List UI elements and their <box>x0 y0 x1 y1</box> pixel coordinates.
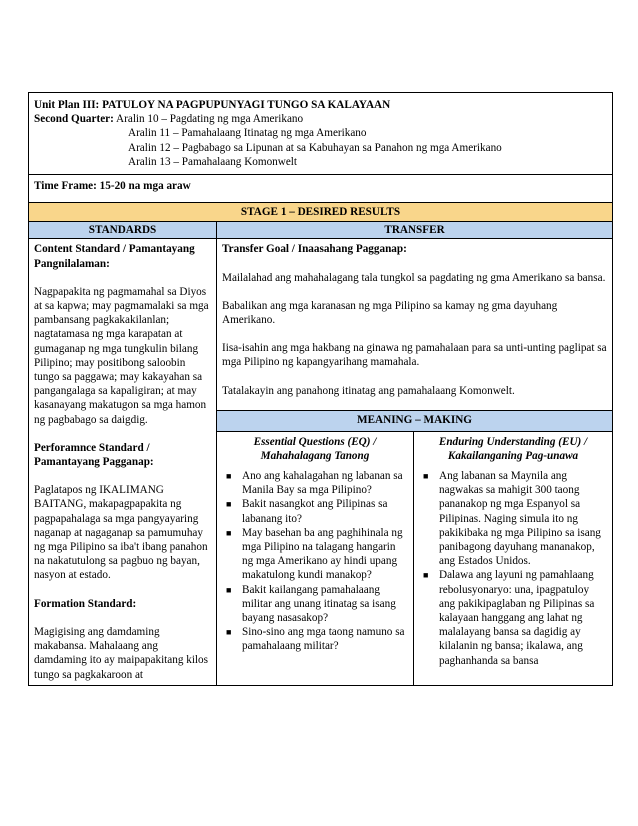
lesson-item: Aralin 11 – Pamahalaang Itinatag ng mga Amerikano <box>128 127 367 140</box>
time-frame-row <box>29 175 613 203</box>
quarter-label: Second Quarter: <box>34 113 114 126</box>
list-item: ■ Bakit kailangang pamahalaang militar ang unang itinatag sa isang bayang nasasakop? <box>226 583 396 624</box>
standards-cell <box>29 239 217 685</box>
unit-plan-table <box>28 92 613 686</box>
stage-header: STAGE 1 – DESIRED RESULTS <box>29 203 613 222</box>
unit-plan-document <box>28 92 612 686</box>
transfer-header: TRANSFER <box>217 222 613 239</box>
essential-questions-list <box>222 469 408 654</box>
formation-standard-heading: Formation Standard: <box>34 597 137 610</box>
essential-questions-heading: Essential Questions (EQ) / Mahahalagang Tanong <box>253 435 377 462</box>
performance-standard-heading: Perforamnce Standard / Pamantayang Pagganap: <box>34 441 154 469</box>
list-item: ■ Bakit nasangkot ang Pilipinas sa labanang ito? <box>226 498 388 525</box>
content-row <box>29 239 613 411</box>
content-standard-heading: Content Standard / Pamantayang Pangnilalaman: <box>34 243 195 270</box>
transfer-goal-heading: Transfer Goal / Inaasahang Pagganap: <box>222 243 407 256</box>
quarter-line <box>34 112 607 126</box>
transfer-goal-item: Iisa-isahin ang mga hakbang na ginawa ng pamahalaan para sa unti-unting paglipat sa mga Pilipino ng kapangyarihang mamahala. <box>222 342 607 369</box>
enduring-understanding-cell <box>414 431 613 685</box>
list-item: ■ Ano ang kahalagahan ng labanan sa Manila Bay sa mga Pilipino? <box>226 469 403 497</box>
meaning-making-header: MEANING – MAKING <box>217 411 613 431</box>
enduring-understanding-heading: Enduring Understanding (EU) / Kakailanganing Pag-unawa <box>438 435 588 462</box>
list-item: ■ May basehan ba ang paghihinala ng mga Pilipino na talagang hangarin ng mga Amerikano ay hindi upang makatulong kundi manakop? <box>226 526 403 582</box>
bullet-icon: ■ <box>226 627 232 638</box>
time-frame: Time Frame: 15-20 na mga araw <box>29 175 613 203</box>
bullet-icon: ■ <box>423 470 429 481</box>
lesson-item: Aralin 12 – Pagbabago sa Lipunan at sa Kabuhayan sa Panahon ng mga Amerikano <box>128 141 502 154</box>
bullet-icon: ■ <box>423 570 429 581</box>
stage-header-row <box>29 203 613 222</box>
bullet-icon: ■ <box>226 527 232 538</box>
transfer-goal-item: Babalikan ang mga karanasan ng mga Pilipino sa kamay ng gma dayuhang Amerikano. <box>222 299 558 327</box>
performance-standard-text: Paglatapos ng IKALIMANG BAITANG, makapagpapakita ng pagpapahalaga sa mga pangyayaring naganap at nagaganap sa pamumuhay ng mga Pilipino sa iba't ibang panahon na nakatutulong sa pagbuo ng bayan, nasyon at estado. <box>34 484 208 582</box>
list-item: ■ Dalawa ang layuni ng pamahlaang rebolusyonaryo: una, ipagpatuloy ang pakikipaglaban ng Pilipinas sa kalayaan hanggang ang lahat ng malalayang bansa sa dagidig ay kilalanin ng bansa; ikalawa, ang paghanhanda sa bansa <box>423 569 595 667</box>
bullet-icon: ■ <box>226 584 232 595</box>
enduring-understanding-list <box>419 469 607 668</box>
list-item: ■ Ang labanan sa Maynila ang nagwakas sa mahigit 300 taong pananakop ng mga Espanyol sa Pilipinas. Naging simula ito ng pakikibaka ng mga Pilipino sa isang panibagong dayuhang mananakop, ang Estados Unidos. <box>423 469 601 568</box>
unit-plan-header-row <box>29 93 613 175</box>
transfer-goal-item: Tatalakayin ang panahong itinatag ang pamahalaang Komonwelt. <box>222 384 515 397</box>
column-header-row <box>29 222 613 239</box>
transfer-cell <box>217 239 613 411</box>
standards-header: STANDARDS <box>29 222 217 239</box>
unit-plan-title: Unit Plan III: PATULOY NA PAGPUPUNYAGI TUNGO SA KALAYAAN <box>34 99 391 111</box>
bullet-icon: ■ <box>226 470 232 481</box>
lesson-item: Aralin 13 – Pamahalaang Komonwelt <box>128 155 298 168</box>
list-item: ■ Sino-sino ang mga taong namuno sa pamahalaang militar? <box>226 626 405 653</box>
lesson-item: Aralin 10 – Pagdating ng mga Amerikano <box>116 113 304 126</box>
essential-questions-cell <box>217 431 414 685</box>
bullet-icon: ■ <box>226 499 232 510</box>
formation-standard-text: Magigising ang damdaming makabansa. Mahalaang ang damdaming ito ay maipapakitang kilos tungo sa pagkakaroon at <box>34 625 208 681</box>
transfer-goal-item: Mailalahad ang mahahalagang tala tungkol sa pagdating ng gma Amerikano sa bansa. <box>222 271 606 284</box>
content-standard-text: Nagpapakita ng pagmamahal sa Diyos at sa kapwa; may pagmamalaki sa mga pambansang pagkakakilanlan; nagtatamasa ng mga karapatan at gumaganap ng mga tungkulin bilang Pilipino; may positibong saloobin tungo sa paggawa; may kakayahan sa pangangalaga sa kapaligiran; at may kasanayang makatugon sa mga hamon ng pagbabago sa daigdig. <box>34 285 209 426</box>
